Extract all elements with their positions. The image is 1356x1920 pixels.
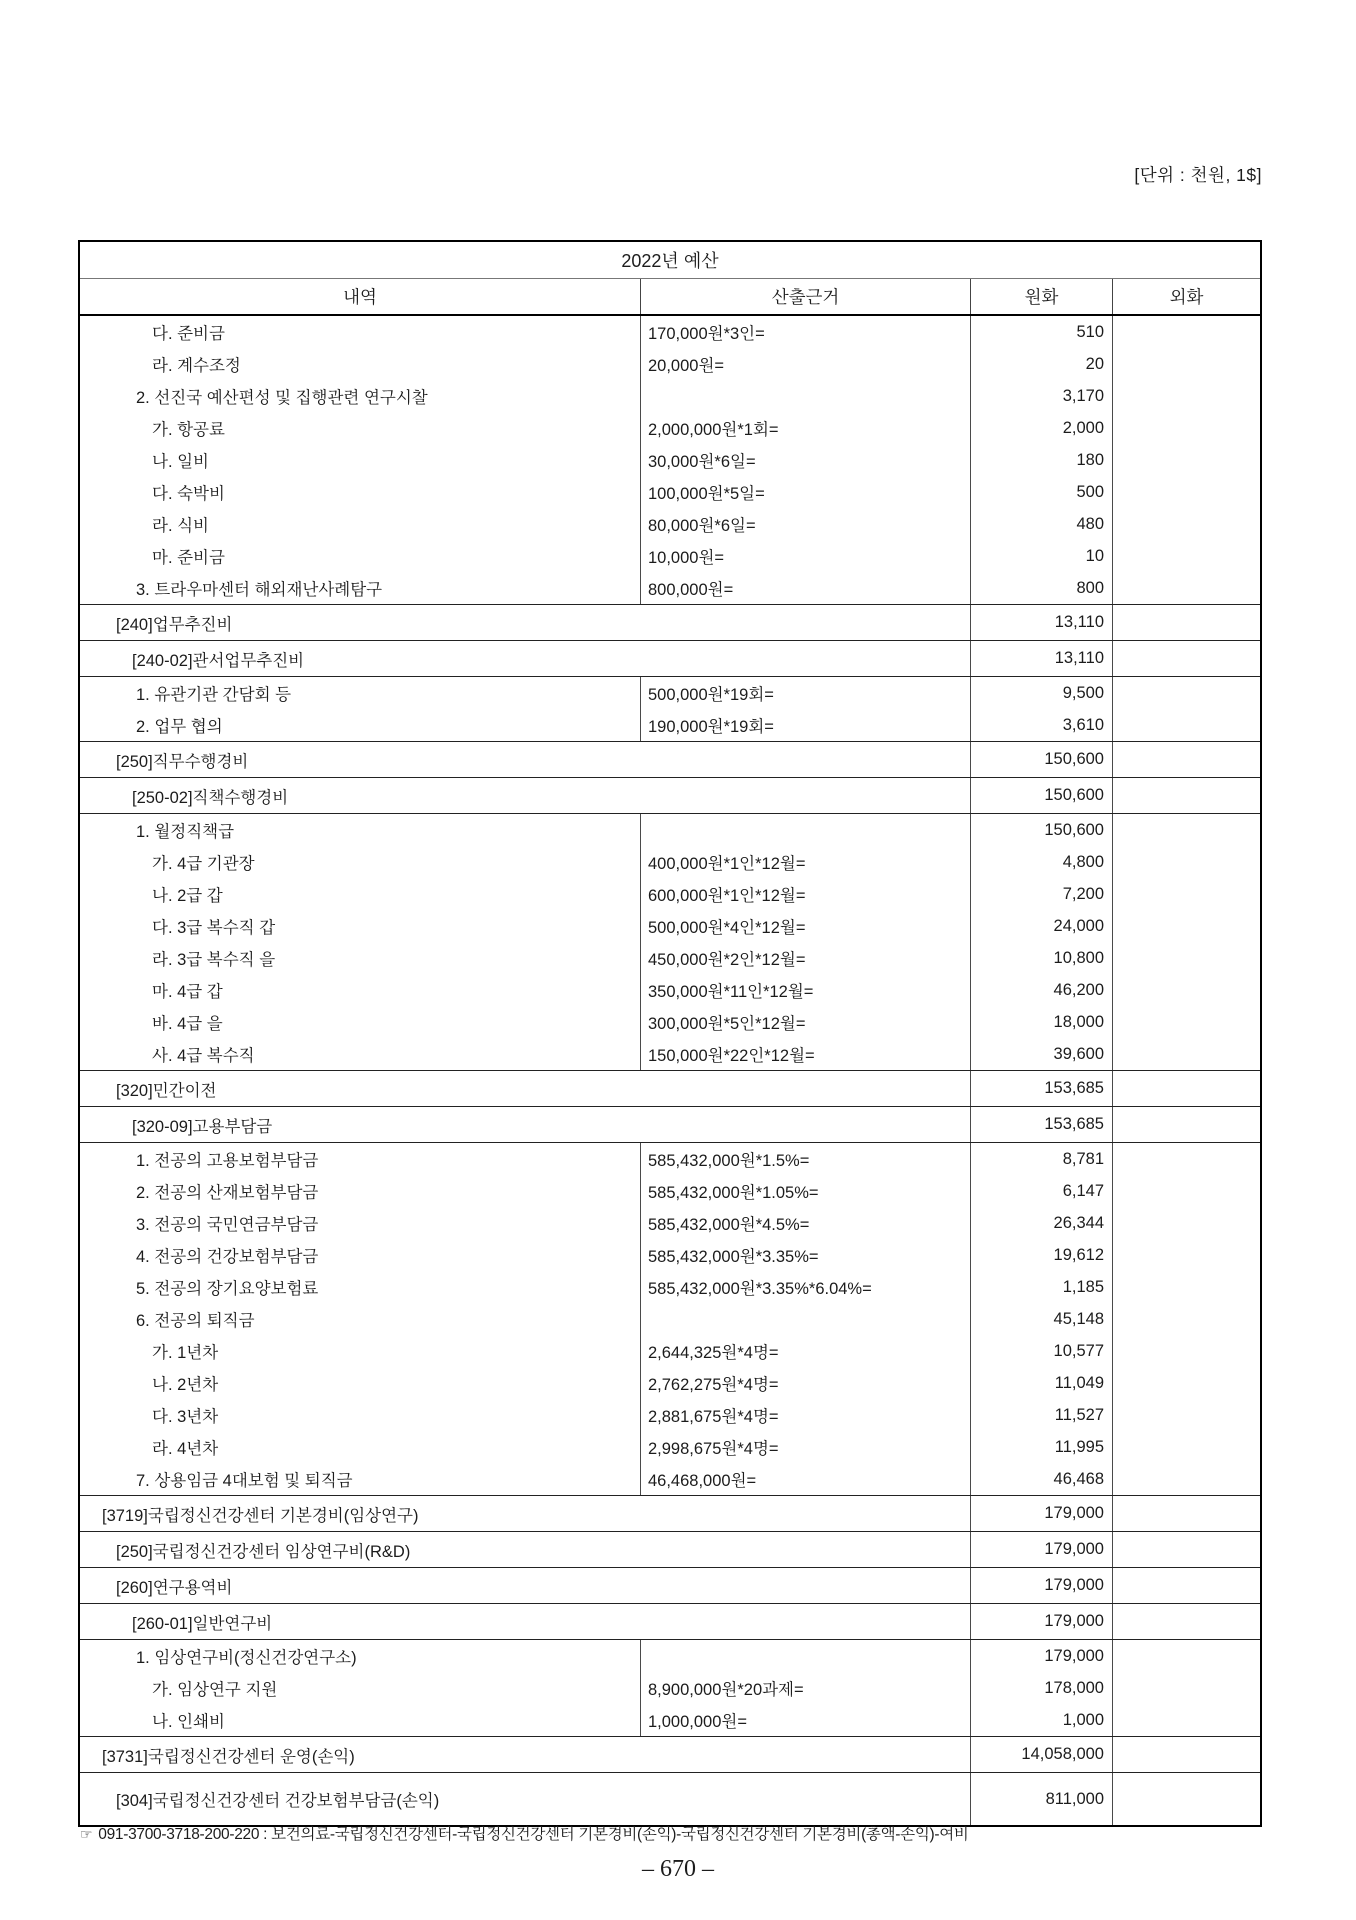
label-cell: [320-09]고용부담금 bbox=[132, 1117, 273, 1136]
fx-cell bbox=[1112, 508, 1260, 540]
label-cell: 2. 전공의 산재보험부담금 bbox=[136, 1184, 319, 1202]
label-cell: [260-01]일반연구비 bbox=[132, 1614, 273, 1633]
basis-cell: 585,432,000원*4.5%= bbox=[640, 1207, 970, 1239]
fx-cell bbox=[1112, 1604, 1260, 1639]
fx-cell bbox=[1112, 316, 1260, 348]
item-row bbox=[80, 1239, 1260, 1271]
item-row bbox=[80, 1175, 1260, 1207]
basis-cell: 600,000원*1인*12월= bbox=[640, 878, 970, 910]
column-header-basis: 산출근거 bbox=[640, 279, 970, 314]
won-cell: 45,148 bbox=[970, 1303, 1112, 1335]
label-cell: [250]국립정신건강센터 임상연구비(R&D) bbox=[116, 1542, 411, 1561]
item-row bbox=[80, 676, 1260, 709]
label-cell: 3. 전공의 국민연금부담금 bbox=[136, 1216, 319, 1234]
basis-cell: 2,762,275원*4명= bbox=[640, 1367, 970, 1399]
won-cell: 7,200 bbox=[970, 878, 1112, 910]
section-row bbox=[80, 741, 1260, 777]
item-row bbox=[80, 1038, 1260, 1070]
won-cell: 153,685 bbox=[970, 1071, 1112, 1106]
basis-cell: 300,000원*5인*12월= bbox=[640, 1006, 970, 1038]
won-cell: 480 bbox=[970, 508, 1112, 540]
basis-cell: 30,000원*6일= bbox=[640, 444, 970, 476]
fx-cell bbox=[1112, 380, 1260, 412]
item-row bbox=[80, 316, 1260, 348]
won-cell: 180 bbox=[970, 444, 1112, 476]
fx-cell bbox=[1112, 1773, 1260, 1825]
won-cell: 20 bbox=[970, 348, 1112, 380]
won-cell: 39,600 bbox=[970, 1038, 1112, 1070]
basis-cell: 80,000원*6일= bbox=[640, 508, 970, 540]
budget-table bbox=[78, 240, 1262, 1827]
won-cell: 500 bbox=[970, 476, 1112, 508]
label-cell: 나. 일비 bbox=[152, 453, 209, 471]
label-cell: 1. 유관기관 간담회 등 bbox=[136, 686, 292, 704]
label-cell: [304]국립정신건강센터 건강보험부담금(손익) bbox=[116, 1792, 440, 1810]
won-cell: 46,468 bbox=[970, 1463, 1112, 1495]
fx-cell bbox=[1112, 1431, 1260, 1463]
fx-cell bbox=[1112, 974, 1260, 1006]
won-cell: 178,000 bbox=[970, 1672, 1112, 1704]
basis-cell: 46,468,000원= bbox=[640, 1463, 970, 1495]
basis-cell: 2,000,000원*1회= bbox=[640, 412, 970, 444]
label-cell: 1. 임상연구비(정신건강연구소) bbox=[136, 1649, 357, 1667]
item-row bbox=[80, 1142, 1260, 1175]
label-cell: [3731]국립정신건강센터 운영(손익) bbox=[102, 1747, 355, 1766]
won-cell: 19,612 bbox=[970, 1239, 1112, 1271]
label-cell: 나. 2급 갑 bbox=[152, 887, 223, 905]
fx-cell bbox=[1112, 778, 1260, 813]
section-row bbox=[80, 640, 1260, 676]
item-row bbox=[80, 540, 1260, 572]
won-cell: 46,200 bbox=[970, 974, 1112, 1006]
fx-cell bbox=[1112, 910, 1260, 942]
page-number: – 670 – bbox=[642, 1856, 714, 1882]
label-cell: 6. 전공의 퇴직금 bbox=[136, 1312, 255, 1330]
item-row bbox=[80, 1271, 1260, 1303]
fx-cell bbox=[1112, 1496, 1260, 1531]
label-cell: [250]직무수행경비 bbox=[116, 752, 249, 771]
fx-cell bbox=[1112, 348, 1260, 380]
label-cell: 다. 3년차 bbox=[152, 1408, 219, 1426]
won-cell: 18,000 bbox=[970, 1006, 1112, 1038]
item-row bbox=[80, 878, 1260, 910]
basis-cell: 585,432,000원*1.5%= bbox=[640, 1143, 970, 1175]
item-row bbox=[80, 1704, 1260, 1736]
section-row bbox=[80, 1736, 1260, 1772]
item-row bbox=[80, 910, 1260, 942]
won-cell: 10 bbox=[970, 540, 1112, 572]
section-row bbox=[80, 1603, 1260, 1639]
label-cell: 1. 전공의 고용보험부담금 bbox=[136, 1152, 319, 1170]
basis-cell: 450,000원*2인*12월= bbox=[640, 942, 970, 974]
column-header-won: 원화 bbox=[970, 279, 1112, 314]
fx-cell bbox=[1112, 878, 1260, 910]
fx-cell bbox=[1112, 1737, 1260, 1772]
won-cell: 10,800 bbox=[970, 942, 1112, 974]
basis-cell: 150,000원*22인*12월= bbox=[640, 1038, 970, 1070]
label-cell: 사. 4급 복수직 bbox=[152, 1047, 255, 1065]
label-cell: 다. 숙박비 bbox=[152, 485, 225, 503]
basis-cell: 350,000원*11인*12월= bbox=[640, 974, 970, 1006]
won-cell: 153,685 bbox=[970, 1107, 1112, 1142]
item-row bbox=[80, 813, 1260, 846]
label-cell: 마. 준비금 bbox=[152, 549, 225, 567]
basis-cell bbox=[640, 814, 970, 846]
won-cell: 3,170 bbox=[970, 380, 1112, 412]
table-body bbox=[80, 316, 1260, 1825]
label-cell: 마. 4급 갑 bbox=[152, 983, 223, 1001]
won-cell: 4,800 bbox=[970, 846, 1112, 878]
fx-cell bbox=[1112, 1367, 1260, 1399]
basis-cell bbox=[640, 380, 970, 412]
fx-cell bbox=[1112, 1335, 1260, 1367]
label-cell: [250-02]직책수행경비 bbox=[132, 788, 289, 807]
basis-cell: 2,881,675원*4명= bbox=[640, 1399, 970, 1431]
won-cell: 14,058,000 bbox=[970, 1737, 1112, 1772]
item-row bbox=[80, 1006, 1260, 1038]
won-cell: 179,000 bbox=[970, 1496, 1112, 1531]
fx-cell bbox=[1112, 742, 1260, 777]
pointing-hand-icon: ☞ bbox=[80, 1826, 93, 1842]
item-row bbox=[80, 1639, 1260, 1672]
label-cell: 5. 전공의 장기요양보험료 bbox=[136, 1280, 319, 1298]
item-row bbox=[80, 348, 1260, 380]
fx-cell bbox=[1112, 1704, 1260, 1736]
label-cell: [260]연구용역비 bbox=[116, 1578, 233, 1597]
won-cell: 1,000 bbox=[970, 1704, 1112, 1736]
fx-cell bbox=[1112, 709, 1260, 741]
label-cell: 4. 전공의 건강보험부담금 bbox=[136, 1248, 319, 1266]
section-row bbox=[80, 1567, 1260, 1603]
item-row bbox=[80, 1672, 1260, 1704]
label-cell: [3719]국립정신건강센터 기본경비(임상연구) bbox=[102, 1506, 419, 1525]
label-cell: 2. 선진국 예산편성 및 집행관련 연구시찰 bbox=[136, 389, 428, 407]
column-header-detail: 내역 bbox=[343, 287, 377, 307]
label-cell: 7. 상용임금 4대보험 및 퇴직금 bbox=[136, 1472, 353, 1490]
item-row bbox=[80, 476, 1260, 508]
won-cell: 811,000 bbox=[970, 1773, 1112, 1825]
label-cell: 라. 3급 복수직 을 bbox=[152, 951, 276, 969]
fx-cell bbox=[1112, 1038, 1260, 1070]
item-row bbox=[80, 709, 1260, 741]
label-cell: 다. 준비금 bbox=[152, 325, 225, 343]
fx-cell bbox=[1112, 677, 1260, 709]
item-row bbox=[80, 412, 1260, 444]
won-cell: 179,000 bbox=[970, 1532, 1112, 1567]
basis-cell bbox=[640, 1640, 970, 1672]
item-row bbox=[80, 380, 1260, 412]
fx-cell bbox=[1112, 1143, 1260, 1175]
basis-cell: 190,000원*19회= bbox=[640, 709, 970, 741]
fx-cell bbox=[1112, 1640, 1260, 1672]
item-row bbox=[80, 1207, 1260, 1239]
basis-cell: 585,432,000원*3.35%= bbox=[640, 1239, 970, 1271]
won-cell: 179,000 bbox=[970, 1640, 1112, 1672]
won-cell: 11,049 bbox=[970, 1367, 1112, 1399]
label-cell: 가. 1년차 bbox=[152, 1344, 219, 1362]
label-cell: 라. 계수조정 bbox=[152, 357, 241, 375]
won-cell: 150,600 bbox=[970, 778, 1112, 813]
section-row bbox=[80, 1070, 1260, 1106]
fx-cell bbox=[1112, 1207, 1260, 1239]
fx-cell bbox=[1112, 1399, 1260, 1431]
fx-cell bbox=[1112, 1071, 1260, 1106]
label-cell: 1. 월정직책급 bbox=[136, 823, 235, 841]
fx-cell bbox=[1112, 814, 1260, 846]
label-cell: 3. 트라우마센터 해외재난사례탐구 bbox=[136, 581, 383, 599]
basis-cell: 585,432,000원*1.05%= bbox=[640, 1175, 970, 1207]
label-cell: 나. 2년차 bbox=[152, 1376, 219, 1394]
item-row bbox=[80, 1303, 1260, 1335]
item-row bbox=[80, 572, 1260, 604]
fx-cell bbox=[1112, 1006, 1260, 1038]
fx-cell bbox=[1112, 1463, 1260, 1495]
won-cell: 2,000 bbox=[970, 412, 1112, 444]
label-cell: 2. 업무 협의 bbox=[136, 718, 223, 736]
item-row bbox=[80, 1367, 1260, 1399]
basis-cell: 1,000,000원= bbox=[640, 1704, 970, 1736]
basis-cell: 170,000원*3인= bbox=[640, 316, 970, 348]
table-title: 2022년 예산 bbox=[80, 242, 1260, 279]
won-cell: 11,995 bbox=[970, 1431, 1112, 1463]
label-cell: 바. 4급 을 bbox=[152, 1015, 223, 1033]
basis-cell: 500,000원*19회= bbox=[640, 677, 970, 709]
basis-cell: 10,000원= bbox=[640, 540, 970, 572]
basis-cell: 100,000원*5일= bbox=[640, 476, 970, 508]
section-row bbox=[80, 1106, 1260, 1142]
won-cell: 179,000 bbox=[970, 1568, 1112, 1603]
label-cell: 가. 4급 기관장 bbox=[152, 855, 255, 873]
label-cell: [320]민간이전 bbox=[116, 1081, 217, 1100]
table-header bbox=[80, 279, 1260, 316]
item-row bbox=[80, 974, 1260, 1006]
fx-cell bbox=[1112, 1107, 1260, 1142]
won-cell: 6,147 bbox=[970, 1175, 1112, 1207]
fx-cell bbox=[1112, 540, 1260, 572]
label-cell: 가. 임상연구 지원 bbox=[152, 1681, 278, 1699]
fx-cell bbox=[1112, 412, 1260, 444]
item-row bbox=[80, 508, 1260, 540]
fx-cell bbox=[1112, 1271, 1260, 1303]
basis-cell bbox=[640, 1303, 970, 1335]
label-cell: [240-02]관서업무추진비 bbox=[132, 651, 305, 670]
item-row bbox=[80, 1463, 1260, 1495]
basis-cell: 2,644,325원*4명= bbox=[640, 1335, 970, 1367]
won-cell: 800 bbox=[970, 572, 1112, 604]
won-cell: 24,000 bbox=[970, 910, 1112, 942]
unit-label: [단위 : 천원, 1$] bbox=[1134, 165, 1262, 185]
won-cell: 11,527 bbox=[970, 1399, 1112, 1431]
won-cell: 1,185 bbox=[970, 1271, 1112, 1303]
fx-cell bbox=[1112, 1672, 1260, 1704]
won-cell: 9,500 bbox=[970, 677, 1112, 709]
fx-cell bbox=[1112, 1175, 1260, 1207]
section-row bbox=[80, 1772, 1260, 1825]
won-cell: 13,110 bbox=[970, 605, 1112, 640]
section-row bbox=[80, 1531, 1260, 1567]
won-cell: 3,610 bbox=[970, 709, 1112, 741]
won-cell: 10,577 bbox=[970, 1335, 1112, 1367]
fx-cell bbox=[1112, 476, 1260, 508]
item-row bbox=[80, 1399, 1260, 1431]
fx-cell bbox=[1112, 605, 1260, 640]
item-row bbox=[80, 942, 1260, 974]
footnote-text: 091-3700-3718-200-220 : 보건의료-국립정신건강센터-국립정신건강센터 기본경비(손익)-국립정신건강센터 기본경비(총액-손익)-여비 bbox=[98, 1826, 969, 1843]
label-cell: 라. 식비 bbox=[152, 517, 209, 535]
won-cell: 510 bbox=[970, 316, 1112, 348]
label-cell: 가. 항공료 bbox=[152, 421, 225, 439]
won-cell: 150,600 bbox=[970, 814, 1112, 846]
footnote bbox=[80, 1822, 1320, 1844]
fx-cell bbox=[1112, 1532, 1260, 1567]
label-cell: 라. 4년차 bbox=[152, 1440, 219, 1458]
basis-cell: 800,000원= bbox=[640, 572, 970, 604]
fx-cell bbox=[1112, 444, 1260, 476]
item-row bbox=[80, 1335, 1260, 1367]
won-cell: 8,781 bbox=[970, 1143, 1112, 1175]
won-cell: 26,344 bbox=[970, 1207, 1112, 1239]
label-cell: [240]업무추진비 bbox=[116, 615, 233, 634]
fx-cell bbox=[1112, 1568, 1260, 1603]
item-row bbox=[80, 444, 1260, 476]
basis-cell: 500,000원*4인*12월= bbox=[640, 910, 970, 942]
section-row bbox=[80, 604, 1260, 640]
basis-cell: 2,998,675원*4명= bbox=[640, 1431, 970, 1463]
basis-cell: 585,432,000원*3.35%*6.04%= bbox=[640, 1271, 970, 1303]
label-cell: 다. 3급 복수직 갑 bbox=[152, 919, 276, 937]
column-header-fx: 외화 bbox=[1112, 279, 1260, 314]
fx-cell bbox=[1112, 942, 1260, 974]
won-cell: 179,000 bbox=[970, 1604, 1112, 1639]
label-cell: 나. 인쇄비 bbox=[152, 1713, 225, 1731]
fx-cell bbox=[1112, 572, 1260, 604]
item-row bbox=[80, 846, 1260, 878]
section-row bbox=[80, 1495, 1260, 1531]
fx-cell bbox=[1112, 846, 1260, 878]
won-cell: 150,600 bbox=[970, 742, 1112, 777]
fx-cell bbox=[1112, 641, 1260, 676]
section-row bbox=[80, 777, 1260, 813]
basis-cell: 8,900,000원*20과제= bbox=[640, 1672, 970, 1704]
item-row bbox=[80, 1431, 1260, 1463]
fx-cell bbox=[1112, 1239, 1260, 1271]
fx-cell bbox=[1112, 1303, 1260, 1335]
basis-cell: 20,000원= bbox=[640, 348, 970, 380]
basis-cell: 400,000원*1인*12월= bbox=[640, 846, 970, 878]
won-cell: 13,110 bbox=[970, 641, 1112, 676]
